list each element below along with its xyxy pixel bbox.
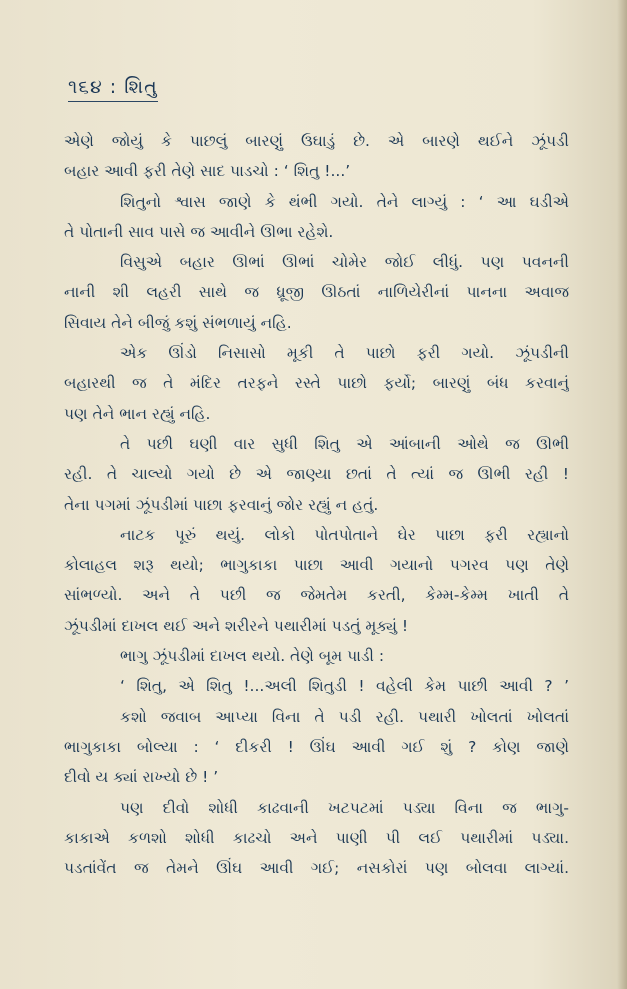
page-header: ૧૬૪ : શિતુ [68, 76, 158, 102]
text-line: કોલાહલ શરૂ થયો; ભાગુકાકા પાછા આવી ગયાનો પગરવ પણ તેણે [64, 556, 569, 575]
text-line: ઝૂંપડીમાં દાખલ થઈ અને શરીરને પથારીમાં પડતું મૂક્યું ! [64, 616, 409, 635]
text-line: સાંભળ્યો. અને તે પછી જ જેમતેમ કરતી, કેમ્મ-કેમ્મ ખાતી તે [64, 586, 569, 605]
text-line: રહી. તે ચાલ્યો ગયો છે એ જાણ્યા છતાં તે ત્યાં જ ઊભી રહી ! [64, 465, 569, 484]
text-line: એક ઊંડો નિસાસો મૂકી તે પાછો ફરી ગયો. ઝૂંપડીની [120, 344, 569, 363]
text-line: દીવો ય ક્યાં રાખ્યો છે ! ’ [64, 768, 219, 787]
text-line: બહારથી જ તે મંદિર તરફને રસ્તે પાછો ફર્યો; બારણું બંધ કરવાનું [64, 374, 569, 393]
text-line: તે પોતાની સાવ પાસે જ આવીને ઊભા રહેશે. [64, 222, 334, 241]
text-line: નાટક પૂરું થયું. લોકો પોતપોતાને ઘેર પાછા ફરી રહ્યાનો [120, 525, 569, 544]
page-spine-shadow [617, 0, 627, 989]
text-line: ‘ શિતુ, એ શિતુ !...અલી શિતુડી ! વહેલી કેમ પાછી આવી ? ’ [120, 677, 569, 696]
text-line: તેના પગમાં ઝૂંપડીમાં પાછા ફરવાનું જોર રહ્યું ન હતું. [64, 495, 379, 514]
text-line: બહાર આવી ફરી તેણે સાદ પાડચો : ‘ શિતુ !...’ [64, 162, 351, 181]
text-line: તે પછી ઘણી વાર સુધી શિતુ એ આંબાની ઓથે જ ઊભી [120, 434, 569, 453]
text-line: ભાગુ ઝૂંપડીમાં દાખલ થયો. તેણે બૂમ પાડી : [120, 647, 385, 666]
text-line: પણ દીવો શોધી કાઢવાની ખટપટમાં પડ્યા વિના જ ભાગુ- [120, 798, 569, 817]
text-line: શિતુનો શ્વાસ જાણે કે થંભી ગયો. તેને લાગ્યું : ‘ આ ઘડીએ [120, 192, 569, 211]
text-line: એણે જોયું કે પાછલું બારણું ઉઘાડું છે. એ બારણે થઈને ઝૂંપડી [64, 132, 569, 150]
text-line: કાકાએ કળશો શોધી કાઢચો અને પાણી પી લઈ પથારીમાં પડ્યા. [64, 828, 569, 847]
text-line: પડતાંવેંત જ તેમને ઊંઘ આવી ગઈ; નસકોરાં પણ બોલવા લાગ્યાં. [64, 859, 569, 878]
text-line: પણ તેને ભાન રહ્યું નહિ. [64, 404, 211, 423]
page-body-text [64, 126, 569, 883]
text-line: સિવાય તેને બીજું કશું સંભળાયું નહિ. [64, 313, 292, 332]
text-line: નાની શી લહરી સાથે જ ધ્રૂજી ઊઠતાં નાળિયેરીનાં પાનના અવાજ [64, 283, 569, 302]
text-line: વિસુએ બહાર ઊભાં ઊભાં ચોમેર જોઈ લીધું. પણ પવનની [120, 253, 569, 272]
text-line: ભાગુકાકા બોલ્યા : ‘ દીકરી ! ઊંઘ આવી ગઈ શું ? કોણ જાણે [64, 737, 569, 756]
text-line: કશો જવાબ આપ્યા વિના તે પડી રહી. પથારી ખોલતાં ખોલતાં [120, 707, 569, 726]
